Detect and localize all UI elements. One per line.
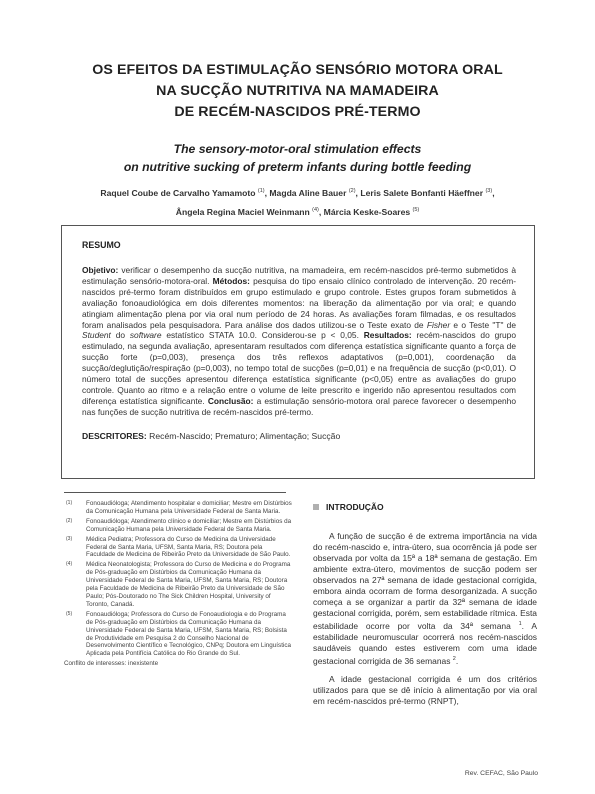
article-subtitle [40,140,555,176]
footnotes [64,500,292,668]
footnote-text: Fonoaudióloga; Atendimento clínico e domiciliar; Mestre em Distúrbios da Comunicação Humana pela Universidade Federal de Santa Maria. [86,517,292,533]
subtitle-line: on nutritive sucking of preterm infants during bottle feeding [123,160,472,174]
metodos-text: pesquisa do tipo ensaio clínico controlado de intervenção. 20 recém-nascidos pré-termo foram distribuídos em grupo estimulado e grupo controle. Estes grupos foram submetidos à avaliação fonoaudiológica em dois diferentes momentos: na liberação da alimentação por via oral; e quando atingiam alimentação plena por via oral num período de 24 horas. As avaliações foram filmadas, e os resultados foram analisados pela pesquisadora. Para análise dos dados utilizou-se o Teste exato de [82,275,516,330]
author-name: Leris Salete Bonfanti Häeffner [360,187,484,198]
footnote-text: Médica Neonatologista; Professora do Curso de Medicina e do Programa de Pós-graduação em Distúrbios da Comunicação Humana da Universidade Federal de Santa Maria, UFSM, Santa Maria, RS; Doutora pela Faculdade de Medicina de Ribeirão Preto da Universidade de São Paulo; Pós-Doutorado no The Sick Children Hospital, University of Toronto, Canadá. [86,561,291,608]
author-mark: (2) [348,188,356,194]
conflict-of-interest: Conflito de interesses: inexistente [64,660,159,668]
objetivo-label: Objetivo: [82,265,119,275]
author-line: Ângela Regina Maciel Weinmann $^{(4)}$, Márcia Keske-Soares $^{(5)}$ [175,206,420,217]
footnote [64,500,292,516]
subtitle-line: The sensory-motor-oral stimulation effects [173,142,422,156]
author-mark: (1) [257,188,265,194]
running-footer: Rev. CEFAC, São Paulo [464,770,538,777]
citation: 1 [518,621,522,628]
footnote-mark: (1) [66,500,73,506]
article-title [40,60,555,123]
software-term: software [129,330,162,341]
footnote-text: Fonoaudióloga; Professora do Curso de Fonoaudiologia e do Programa de Pós-graduação em Distúrbios da Comunicação Humana da Universidade Federal de Santa Maria, UFSM, Santa Maria, RS; Bolsista de Produtividade em Pesquisa 2 do Conselho Nacional de Desenvolvimento Científico e Tecnológico, CNPq; Doutora em Linguística Aplicada pela Pontifícia Católica do Rio Grande do Sul. [86,610,291,658]
abstract-heading: RESUMO [82,240,121,250]
paragraph-text: . A estabilidade neuromuscular ocorrerá nos recém-nascidos saudáveis quando estes estiverem com uma idade gestacional corrigida de 36 semanas [313,621,537,667]
citation: 2 [452,656,456,663]
introduction-text [313,531,537,714]
descritores-label: DESCRITORES: [82,431,147,441]
title-line: NA SUCÇÃO NUTRITIVA NA MAMADEIRA [156,83,439,99]
metodos-label: Métodos: [212,275,250,286]
metodos-text-4: estatístico STATA 10.0. Considerou-se p < 0,05. [161,330,364,341]
conclusao-text: a estimulação sensório-motora oral parece favorecer o desempenho nas funções de sucção nutritiva de recém-nascidos pré-termo. [82,395,516,417]
abstract-body [82,265,516,418]
paragraph [313,531,537,667]
descriptors [82,431,516,441]
author-name: Ângela Regina Maciel Weinmann [175,206,310,217]
author-mark: (3) [485,188,493,194]
footnote-mark: (3) [66,535,73,542]
paragraph-text: A função de sucção é de extrema importância na vida do recém-nascido e, intra-útero, sua ocorrência já pode ser observada por volta da 15ª a 18ª semana de gestação. Em ambiente extra-útero, movimentos de sucção podem ser observados na 27ª semana de idade gestacional corrigida, embora ainda ocorram de forma desorganizada. A sucção começa a se organizar a partir da 32ª semana de idade gestacional corrigida, porém, sem estabilidade rítmica. Esta estabilidade ocorre por volta da 34ª semana [313,531,537,632]
author-mark: (5) [412,206,420,213]
author-list [40,183,555,221]
author-name: Raquel Coube de Carvalho Yamamoto [100,187,256,198]
paragraph-text: A idade gestacional corrigida é um dos critérios utilizados para que se dê início à alimentação por via oral em recém-nascidos pré-termo (RNPT), [313,674,537,707]
author-name: Magda Aline Bauer [269,187,347,198]
fisher-term: Fisher [426,319,451,330]
metodos-text-2: e o Teste "T" de [450,319,516,330]
title-line: OS EFEITOS DA ESTIMULAÇÃO SENSÓRIO MOTORA ORAL [92,62,503,78]
footnote-text: Fonoaudióloga; Atendimento hospitalar e domiciliar; Mestre em Distúrbios da Comunicação Humana pela Universidade Federal de Santa Maria. [86,500,292,515]
section-heading-text: INTRODUÇÃO [326,502,384,512]
footnote-mark: (2) [66,517,73,524]
footnote-mark: (5) [66,610,73,617]
conclusao-label: Conclusão: [207,395,254,406]
footnote [64,518,292,534]
title-line: DE RECÉM-NASCIDOS PRÉ-TERMO [174,104,421,120]
objetivo-text: verificar o desempenho da sucção nutritiva, na mamadeira, em recém-nascidos pré-termo submetidos à estimulação sensório-motora-oral. [82,265,516,286]
author-mark: (4) [312,206,319,213]
footnote-text: Médica Pediatra; Professora do Curso de Medicina da Universidade Federal de Santa Maria, UFSM, Santa Maria, RS; Doutora pela Faculdade de Medicina de Ribeirão Preto da Universidade de São Paulo. [86,535,291,559]
descritores-text: Recém-Nascido; Prematuro; Alimentação; Sucção [146,431,341,441]
resultados-label: Resultados: [363,330,412,341]
footnote [64,561,292,608]
student-term: Student [82,330,111,341]
resultados-text: recém-nascidos do grupo estimulado, na segunda avaliação, apresentaram resultados com diferença estatística significante quanto a força de sucção forte (p=0,003), presença dos três reflexos adaptativos (p=0,001), coordenação da sucção/deglutição/respiração (p=0,003), no tempo total de sucções (p=0,01) e na frequência de sucção (p<0,01). O número total de sucções apresentou diferença estatística significante (p<0,05) entre as avaliações do grupo controle. Quanto ao ritmo e a relação entre o volume de leite prescrito e ingerido não apresentou resultados com diferença estatística significante. [82,330,516,406]
paragraph [313,674,537,707]
author-line: Raquel Coube de Carvalho Yamamoto $^{(1)}$, Magda Aline Bauer $^{(2)}$, Leris Salete Bonfanti Häeffner $^{(3)}$, [100,187,495,198]
abstract-box [61,225,535,479]
square-bullet-icon [313,504,319,510]
section-heading [313,502,384,512]
paragraph-text: . [455,656,459,667]
footnote-mark: (4) [66,561,73,568]
footnote [64,536,292,560]
footnote [64,611,292,658]
footnote-divider [64,492,286,493]
author-name: Márcia Keske-Soares [323,206,411,217]
metodos-text-3: do [110,330,130,341]
